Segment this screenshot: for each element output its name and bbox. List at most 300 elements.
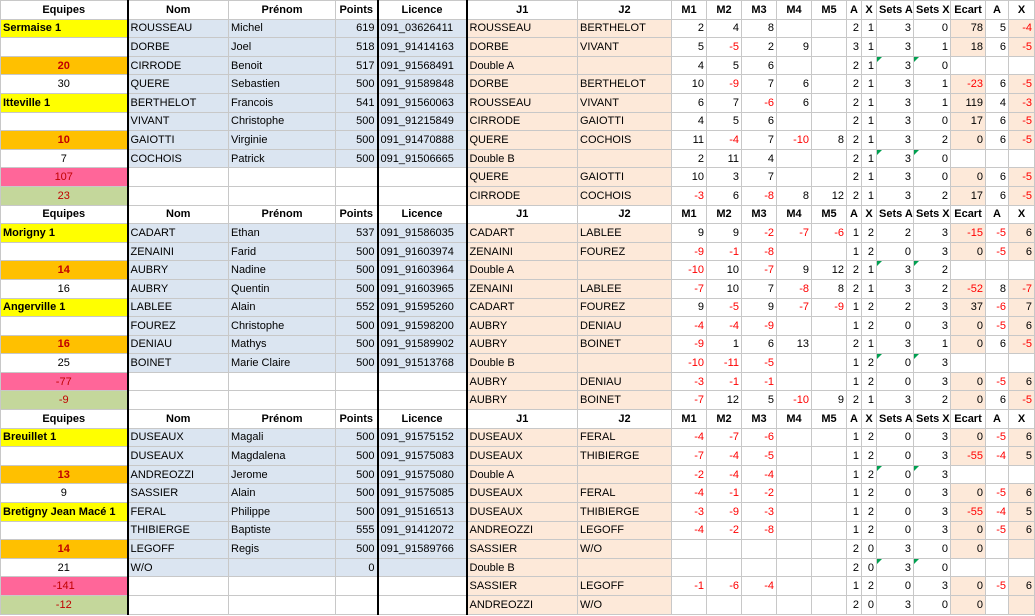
player-last-name[interactable]: THIBIERGE xyxy=(128,521,229,540)
player-first-name[interactable]: Magdalena xyxy=(229,447,336,466)
ecart-value[interactable]: 18 xyxy=(951,38,986,57)
set-score-m3[interactable]: -2 xyxy=(742,484,777,503)
set-score-m4[interactable] xyxy=(777,56,812,75)
match-player-2[interactable]: BERTHELOT xyxy=(578,19,672,38)
sets-won-a[interactable]: 1 xyxy=(847,298,862,317)
set-score-m3[interactable]: 4 xyxy=(742,149,777,168)
player-first-name[interactable] xyxy=(229,391,336,410)
team-b-score[interactable]: 14 xyxy=(1,540,128,559)
player-last-name[interactable]: LABLEE xyxy=(128,298,229,317)
set-score-m2[interactable]: 1 xyxy=(707,335,742,354)
player-points[interactable]: 555 xyxy=(336,521,378,540)
set-score-m2[interactable]: -4 xyxy=(707,317,742,336)
set-score-m1[interactable] xyxy=(672,540,707,559)
player-licence[interactable]: 091_91513768 xyxy=(378,354,467,373)
player-licence[interactable]: 091_91215849 xyxy=(378,112,467,131)
set-score-m3[interactable]: 7 xyxy=(742,75,777,94)
set-score-m5[interactable] xyxy=(812,168,847,187)
set-score-m2[interactable]: 5 xyxy=(707,56,742,75)
match-player-1[interactable]: DUSEAUX xyxy=(467,503,578,522)
sets-won-x[interactable]: 1 xyxy=(862,93,877,112)
set-score-m3[interactable]: -8 xyxy=(742,242,777,261)
set-score-m3[interactable]: -7 xyxy=(742,261,777,280)
set-score-m2[interactable]: -4 xyxy=(707,447,742,466)
set-score-m1[interactable]: -1 xyxy=(672,577,707,596)
sets-won-a[interactable]: 1 xyxy=(847,503,862,522)
set-score-m3[interactable]: -2 xyxy=(742,224,777,243)
set-score-m2[interactable]: -7 xyxy=(707,428,742,447)
sets-won-x[interactable]: 1 xyxy=(862,168,877,187)
sets-won-a[interactable]: 1 xyxy=(847,447,862,466)
empty-cell[interactable] xyxy=(1,521,128,540)
result-x[interactable]: 6 xyxy=(1009,428,1035,447)
match-player-2[interactable]: BOINET xyxy=(578,335,672,354)
match-player-1[interactable]: DUSEAUX xyxy=(467,447,578,466)
player-licence[interactable]: 091_91589848 xyxy=(378,75,467,94)
set-score-m3[interactable] xyxy=(742,596,777,615)
sets-won-a[interactable]: 2 xyxy=(847,149,862,168)
sets-total-a[interactable]: 0 xyxy=(877,577,914,596)
set-score-m3[interactable]: -1 xyxy=(742,372,777,391)
ecart-value[interactable]: -23 xyxy=(951,75,986,94)
ecart-value[interactable]: 0 xyxy=(951,596,986,615)
result-x[interactable]: -3 xyxy=(1009,93,1035,112)
set-score-m2[interactable]: -11 xyxy=(707,354,742,373)
ecart-value[interactable]: 0 xyxy=(951,428,986,447)
empty-cell[interactable] xyxy=(1,112,128,131)
sets-won-a[interactable]: 2 xyxy=(847,93,862,112)
player-licence[interactable]: 091_91412072 xyxy=(378,521,467,540)
player-last-name[interactable]: CADART xyxy=(128,224,229,243)
result-x[interactable]: 7 xyxy=(1009,298,1035,317)
match-player-1[interactable]: SASSIER xyxy=(467,540,578,559)
match-player-1[interactable]: CIRRODE xyxy=(467,112,578,131)
set-score-m4[interactable]: 9 xyxy=(777,261,812,280)
result-x[interactable]: -5 xyxy=(1009,391,1035,410)
sets-total-a[interactable]: 3 xyxy=(877,558,914,577)
sets-total-x[interactable]: 3 xyxy=(914,372,951,391)
player-first-name[interactable]: Joel xyxy=(229,38,336,57)
player-last-name[interactable]: W/O xyxy=(128,558,229,577)
sets-total-x[interactable]: 3 xyxy=(914,447,951,466)
match-player-1[interactable]: Double A xyxy=(467,261,578,280)
sets-won-a[interactable]: 2 xyxy=(847,56,862,75)
sets-total-x[interactable]: 3 xyxy=(914,298,951,317)
set-score-m2[interactable]: -1 xyxy=(707,242,742,261)
result-a[interactable]: -4 xyxy=(986,447,1009,466)
player-last-name[interactable]: FERAL xyxy=(128,503,229,522)
sets-won-a[interactable]: 2 xyxy=(847,596,862,615)
result-x[interactable]: -5 xyxy=(1009,168,1035,187)
player-points[interactable]: 500 xyxy=(336,354,378,373)
result-a[interactable]: 5 xyxy=(986,19,1009,38)
player-last-name[interactable]: ROUSSEAU xyxy=(128,19,229,38)
result-a[interactable]: -5 xyxy=(986,317,1009,336)
sets-total-a[interactable]: 3 xyxy=(877,335,914,354)
set-score-m3[interactable] xyxy=(742,558,777,577)
result-x[interactable]: -5 xyxy=(1009,112,1035,131)
match-player-1[interactable]: DUSEAUX xyxy=(467,428,578,447)
sets-total-x[interactable]: 2 xyxy=(914,131,951,150)
match-player-1[interactable]: AUBRY xyxy=(467,335,578,354)
set-score-m3[interactable]: 6 xyxy=(742,335,777,354)
match-player-1[interactable]: DORBE xyxy=(467,38,578,57)
set-score-m1[interactable]: 5 xyxy=(672,38,707,57)
set-score-m5[interactable] xyxy=(812,503,847,522)
player-points[interactable]: 0 xyxy=(336,558,378,577)
set-score-m3[interactable]: -5 xyxy=(742,354,777,373)
sets-won-x[interactable]: 1 xyxy=(862,261,877,280)
sets-total-a[interactable]: 3 xyxy=(877,261,914,280)
sets-won-a[interactable]: 2 xyxy=(847,540,862,559)
set-score-m3[interactable]: 2 xyxy=(742,38,777,57)
result-a[interactable] xyxy=(986,596,1009,615)
player-first-name[interactable]: Alain xyxy=(229,484,336,503)
sets-won-x[interactable]: 1 xyxy=(862,75,877,94)
result-a[interactable]: 6 xyxy=(986,391,1009,410)
set-score-m5[interactable] xyxy=(812,521,847,540)
sets-won-x[interactable]: 2 xyxy=(862,577,877,596)
set-score-m5[interactable]: 9 xyxy=(812,391,847,410)
player-points[interactable]: 500 xyxy=(336,428,378,447)
result-a[interactable]: -5 xyxy=(986,428,1009,447)
player-points[interactable] xyxy=(336,596,378,615)
ecart-value[interactable]: 0 xyxy=(951,577,986,596)
match-player-1[interactable]: QUERE xyxy=(467,168,578,187)
set-score-m2[interactable]: -5 xyxy=(707,298,742,317)
set-score-m5[interactable] xyxy=(812,577,847,596)
player-first-name[interactable]: Michel xyxy=(229,19,336,38)
team-b-count[interactable]: 25 xyxy=(1,354,128,373)
set-score-m1[interactable]: -10 xyxy=(672,354,707,373)
sets-total-a[interactable]: 3 xyxy=(877,596,914,615)
player-first-name[interactable] xyxy=(229,577,336,596)
player-licence[interactable]: 091_91589902 xyxy=(378,335,467,354)
player-first-name[interactable] xyxy=(229,596,336,615)
match-player-2[interactable] xyxy=(578,149,672,168)
result-a[interactable]: 6 xyxy=(986,75,1009,94)
set-score-m2[interactable]: -1 xyxy=(707,372,742,391)
set-score-m1[interactable]: -4 xyxy=(672,428,707,447)
set-score-m5[interactable]: 8 xyxy=(812,279,847,298)
match-player-2[interactable]: FOUREZ xyxy=(578,298,672,317)
player-points[interactable]: 500 xyxy=(336,335,378,354)
player-licence[interactable]: 091_91560063 xyxy=(378,93,467,112)
sets-won-a[interactable]: 1 xyxy=(847,372,862,391)
set-score-m4[interactable] xyxy=(777,168,812,187)
empty-cell[interactable] xyxy=(1,38,128,57)
set-score-m3[interactable]: 9 xyxy=(742,298,777,317)
ecart-value[interactable]: 0 xyxy=(951,484,986,503)
set-score-m4[interactable]: 9 xyxy=(777,38,812,57)
player-licence[interactable]: 091_03626411 xyxy=(378,19,467,38)
set-score-m3[interactable]: -5 xyxy=(742,447,777,466)
set-score-m4[interactable]: -7 xyxy=(777,298,812,317)
team-a-score[interactable]: 20 xyxy=(1,56,128,75)
sets-won-a[interactable]: 1 xyxy=(847,428,862,447)
match-player-1[interactable]: Double A xyxy=(467,56,578,75)
sets-total-x[interactable]: 3 xyxy=(914,242,951,261)
sets-won-x[interactable]: 1 xyxy=(862,38,877,57)
set-score-m1[interactable]: 2 xyxy=(672,19,707,38)
match-player-2[interactable]: DENIAU xyxy=(578,372,672,391)
sets-total-a[interactable]: 3 xyxy=(877,112,914,131)
match-player-2[interactable] xyxy=(578,56,672,75)
player-last-name[interactable]: ANDREOZZI xyxy=(128,465,229,484)
set-score-m1[interactable]: -7 xyxy=(672,391,707,410)
sets-total-x[interactable]: 3 xyxy=(914,428,951,447)
sets-total-x[interactable]: 2 xyxy=(914,261,951,280)
set-score-m4[interactable]: 8 xyxy=(777,186,812,205)
sets-won-x[interactable]: 2 xyxy=(862,521,877,540)
match-player-1[interactable]: Double B xyxy=(467,558,578,577)
result-x[interactable]: 5 xyxy=(1009,503,1035,522)
result-a[interactable]: -6 xyxy=(986,298,1009,317)
match-player-2[interactable]: W/O xyxy=(578,596,672,615)
player-first-name[interactable]: Sebastien xyxy=(229,75,336,94)
result-a[interactable]: -5 xyxy=(986,484,1009,503)
player-licence[interactable]: 091_91516513 xyxy=(378,503,467,522)
set-score-m5[interactable] xyxy=(812,465,847,484)
result-a[interactable]: 6 xyxy=(986,131,1009,150)
player-points[interactable] xyxy=(336,186,378,205)
player-points[interactable]: 500 xyxy=(336,503,378,522)
set-score-m3[interactable]: -6 xyxy=(742,93,777,112)
sets-total-x[interactable]: 3 xyxy=(914,484,951,503)
match-player-1[interactable]: SASSIER xyxy=(467,577,578,596)
player-first-name[interactable]: Francois xyxy=(229,93,336,112)
set-score-m5[interactable] xyxy=(812,558,847,577)
match-player-1[interactable]: DORBE xyxy=(467,75,578,94)
match-player-1[interactable]: DUSEAUX xyxy=(467,484,578,503)
player-last-name[interactable] xyxy=(128,596,229,615)
player-first-name[interactable]: Patrick xyxy=(229,149,336,168)
result-x[interactable]: 6 xyxy=(1009,484,1035,503)
ecart-value[interactable]: 119 xyxy=(951,93,986,112)
player-first-name[interactable] xyxy=(229,186,336,205)
player-licence[interactable]: 091_91575085 xyxy=(378,484,467,503)
result-x[interactable] xyxy=(1009,558,1035,577)
result-x[interactable]: -5 xyxy=(1009,131,1035,150)
player-first-name[interactable]: Quentin xyxy=(229,279,336,298)
set-score-m4[interactable] xyxy=(777,465,812,484)
player-points[interactable]: 500 xyxy=(336,131,378,150)
match-player-1[interactable]: Double B xyxy=(467,354,578,373)
ecart-value[interactable]: 0 xyxy=(951,168,986,187)
match-player-2[interactable]: LABLEE xyxy=(578,279,672,298)
set-score-m3[interactable]: 6 xyxy=(742,56,777,75)
sets-won-x[interactable]: 1 xyxy=(862,19,877,38)
player-points[interactable]: 500 xyxy=(336,465,378,484)
sets-total-a[interactable]: 0 xyxy=(877,484,914,503)
sets-total-a[interactable]: 3 xyxy=(877,168,914,187)
player-licence[interactable]: 091_91603964 xyxy=(378,261,467,280)
team-b-name[interactable]: Bretigny Jean Macé 1 xyxy=(1,503,128,522)
sets-total-x[interactable]: 3 xyxy=(914,465,951,484)
player-points[interactable]: 500 xyxy=(336,317,378,336)
set-score-m5[interactable]: 12 xyxy=(812,261,847,280)
set-score-m3[interactable]: -8 xyxy=(742,521,777,540)
sets-won-x[interactable]: 1 xyxy=(862,186,877,205)
set-score-m1[interactable]: -4 xyxy=(672,484,707,503)
sets-total-x[interactable]: 2 xyxy=(914,279,951,298)
player-first-name[interactable]: Nadine xyxy=(229,261,336,280)
sets-won-a[interactable]: 1 xyxy=(847,521,862,540)
player-licence[interactable]: 091_91603965 xyxy=(378,279,467,298)
player-last-name[interactable]: AUBRY xyxy=(128,279,229,298)
set-score-m4[interactable] xyxy=(777,354,812,373)
set-score-m5[interactable] xyxy=(812,335,847,354)
player-licence[interactable]: 091_91595260 xyxy=(378,298,467,317)
player-last-name[interactable] xyxy=(128,577,229,596)
player-points[interactable]: 619 xyxy=(336,19,378,38)
sets-total-a[interactable]: 0 xyxy=(877,242,914,261)
sets-total-x[interactable]: 0 xyxy=(914,112,951,131)
sets-won-x[interactable]: 2 xyxy=(862,484,877,503)
set-score-m4[interactable] xyxy=(777,428,812,447)
result-a[interactable]: 6 xyxy=(986,335,1009,354)
sets-total-a[interactable]: 0 xyxy=(877,317,914,336)
player-last-name[interactable]: DORBE xyxy=(128,38,229,57)
set-score-m2[interactable]: 11 xyxy=(707,149,742,168)
match-player-2[interactable]: GAIOTTI xyxy=(578,168,672,187)
result-a[interactable]: -5 xyxy=(986,521,1009,540)
set-score-m1[interactable]: 9 xyxy=(672,298,707,317)
player-licence[interactable]: 091_91568491 xyxy=(378,56,467,75)
ecart-value[interactable] xyxy=(951,56,986,75)
ecart-value[interactable]: -15 xyxy=(951,224,986,243)
set-score-m2[interactable]: -4 xyxy=(707,131,742,150)
sets-total-x[interactable]: 0 xyxy=(914,149,951,168)
set-score-m4[interactable]: -8 xyxy=(777,279,812,298)
set-score-m4[interactable] xyxy=(777,540,812,559)
set-score-m2[interactable]: 12 xyxy=(707,391,742,410)
sets-total-x[interactable]: 0 xyxy=(914,56,951,75)
set-score-m4[interactable] xyxy=(777,521,812,540)
player-points[interactable] xyxy=(336,372,378,391)
set-score-m1[interactable] xyxy=(672,596,707,615)
team-b-score[interactable]: 10 xyxy=(1,131,128,150)
player-first-name[interactable]: Mathys xyxy=(229,335,336,354)
set-score-m5[interactable]: -6 xyxy=(812,224,847,243)
match-player-2[interactable]: W/O xyxy=(578,540,672,559)
match-player-1[interactable]: Double A xyxy=(467,465,578,484)
player-first-name[interactable]: Benoit xyxy=(229,56,336,75)
set-score-m4[interactable]: 6 xyxy=(777,75,812,94)
set-score-m2[interactable]: 10 xyxy=(707,279,742,298)
result-x[interactable] xyxy=(1009,56,1035,75)
set-score-m1[interactable]: 6 xyxy=(672,93,707,112)
sets-won-a[interactable]: 1 xyxy=(847,317,862,336)
player-last-name[interactable]: ZENAINI xyxy=(128,242,229,261)
set-score-m5[interactable] xyxy=(812,596,847,615)
team-b-count[interactable]: 21 xyxy=(1,558,128,577)
set-score-m5[interactable] xyxy=(812,484,847,503)
sets-total-x[interactable]: 1 xyxy=(914,75,951,94)
set-score-m5[interactable] xyxy=(812,354,847,373)
result-a[interactable]: -5 xyxy=(986,372,1009,391)
set-score-m1[interactable]: 10 xyxy=(672,75,707,94)
sets-won-a[interactable]: 2 xyxy=(847,19,862,38)
set-score-m5[interactable] xyxy=(812,372,847,391)
set-score-m1[interactable]: -9 xyxy=(672,335,707,354)
player-last-name[interactable]: DENIAU xyxy=(128,335,229,354)
sets-won-x[interactable]: 2 xyxy=(862,298,877,317)
sets-total-x[interactable]: 0 xyxy=(914,168,951,187)
match-player-2[interactable]: COCHOIS xyxy=(578,131,672,150)
match-player-2[interactable]: LABLEE xyxy=(578,224,672,243)
player-licence[interactable] xyxy=(378,577,467,596)
set-score-m2[interactable]: 3 xyxy=(707,168,742,187)
set-score-m5[interactable] xyxy=(812,242,847,261)
result-a[interactable] xyxy=(986,558,1009,577)
set-score-m1[interactable]: 4 xyxy=(672,56,707,75)
set-score-m2[interactable]: -4 xyxy=(707,465,742,484)
sets-won-x[interactable]: 1 xyxy=(862,391,877,410)
sets-total-a[interactable]: 0 xyxy=(877,354,914,373)
sets-won-x[interactable]: 2 xyxy=(862,503,877,522)
ecart-value[interactable] xyxy=(951,465,986,484)
ecart-value[interactable]: 0 xyxy=(951,335,986,354)
set-score-m1[interactable]: 10 xyxy=(672,168,707,187)
match-player-2[interactable]: VIVANT xyxy=(578,93,672,112)
sets-won-x[interactable]: 1 xyxy=(862,112,877,131)
team-a-count[interactable]: 9 xyxy=(1,484,128,503)
result-a[interactable] xyxy=(986,56,1009,75)
ecart-value[interactable] xyxy=(951,558,986,577)
match-player-2[interactable]: FOUREZ xyxy=(578,242,672,261)
player-first-name[interactable]: Christophe xyxy=(229,317,336,336)
ecart-value[interactable]: 17 xyxy=(951,112,986,131)
set-score-m4[interactable]: -10 xyxy=(777,131,812,150)
set-score-m3[interactable]: -8 xyxy=(742,186,777,205)
player-licence[interactable] xyxy=(378,372,467,391)
set-score-m4[interactable]: -10 xyxy=(777,391,812,410)
player-first-name[interactable]: Virginie xyxy=(229,131,336,150)
sets-total-a[interactable]: 3 xyxy=(877,19,914,38)
set-score-m2[interactable]: 5 xyxy=(707,112,742,131)
player-first-name[interactable]: Ethan xyxy=(229,224,336,243)
sets-total-x[interactable]: 3 xyxy=(914,521,951,540)
sets-total-x[interactable]: 0 xyxy=(914,540,951,559)
player-points[interactable]: 500 xyxy=(336,149,378,168)
sets-total-x[interactable]: 3 xyxy=(914,224,951,243)
player-licence[interactable]: 091_91506665 xyxy=(378,149,467,168)
result-x[interactable]: -4 xyxy=(1009,19,1035,38)
player-points[interactable]: 500 xyxy=(336,279,378,298)
sets-won-a[interactable]: 2 xyxy=(847,335,862,354)
set-score-m1[interactable]: 11 xyxy=(672,131,707,150)
player-licence[interactable] xyxy=(378,186,467,205)
ecart-value[interactable]: 0 xyxy=(951,391,986,410)
player-last-name[interactable]: AUBRY xyxy=(128,261,229,280)
set-score-m1[interactable]: -9 xyxy=(672,242,707,261)
set-score-m5[interactable] xyxy=(812,112,847,131)
sets-total-x[interactable]: 2 xyxy=(914,186,951,205)
player-last-name[interactable]: QUERE xyxy=(128,75,229,94)
set-score-m3[interactable]: -6 xyxy=(742,428,777,447)
match-player-2[interactable] xyxy=(578,261,672,280)
set-score-m1[interactable]: -4 xyxy=(672,521,707,540)
sets-won-a[interactable]: 1 xyxy=(847,242,862,261)
total-diff[interactable]: 23 xyxy=(1,186,128,205)
player-last-name[interactable]: GAIOTTI xyxy=(128,131,229,150)
sets-total-a[interactable]: 3 xyxy=(877,149,914,168)
set-score-m5[interactable] xyxy=(812,447,847,466)
player-points[interactable]: 500 xyxy=(336,484,378,503)
sets-total-x[interactable]: 1 xyxy=(914,38,951,57)
sets-won-x[interactable]: 1 xyxy=(862,279,877,298)
